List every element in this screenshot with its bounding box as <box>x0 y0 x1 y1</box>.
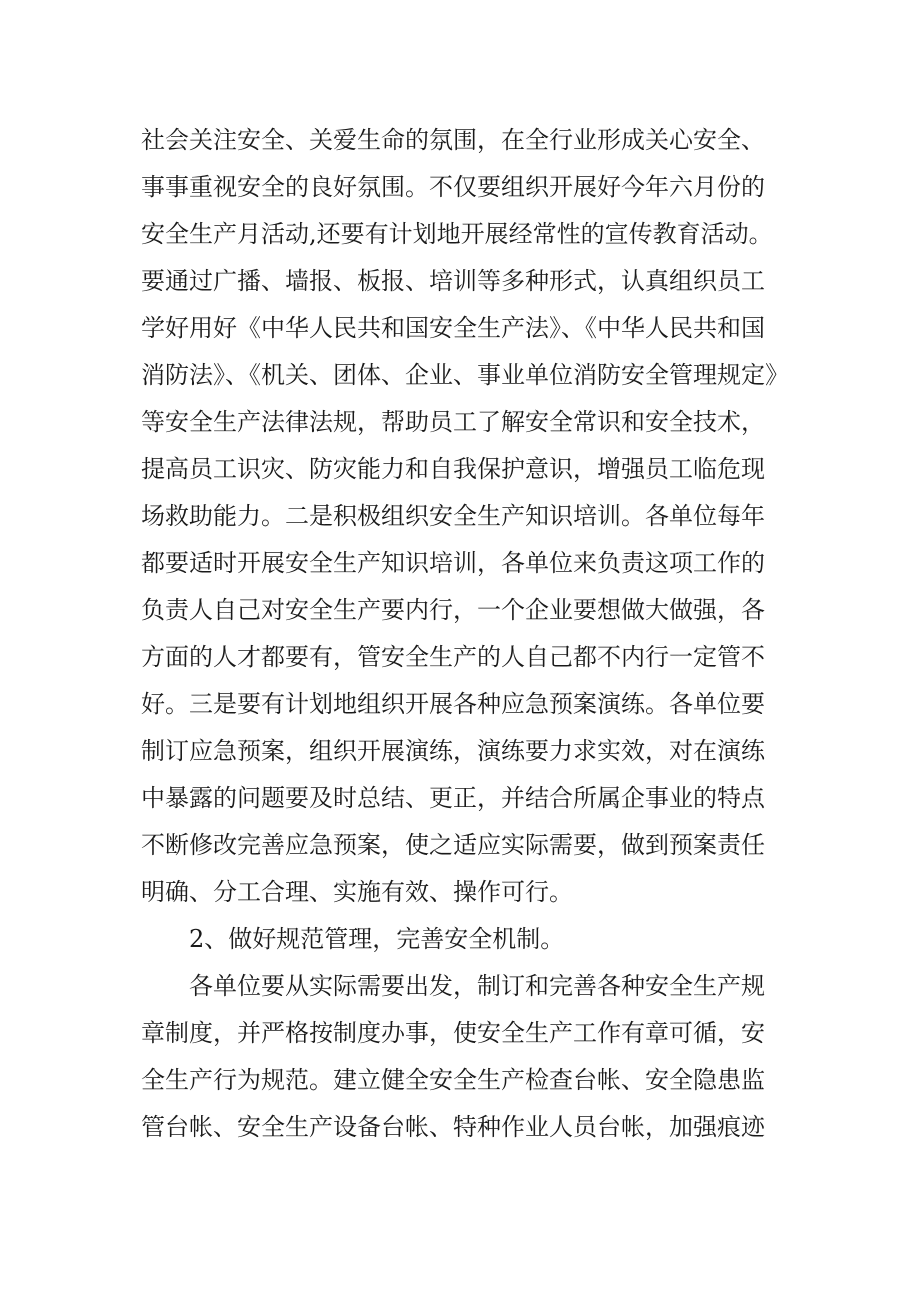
text-line: 制订应急预案，组织开展演练，演练要力求实效，对在演练 <box>141 737 765 765</box>
text-line: 全生产行为规范。建立健全安全生产检查台帐、安全隐患监 <box>141 1066 765 1094</box>
section-heading: 2、做好规范管理，完善安全机制。 <box>189 925 565 953</box>
text-line: 社会关注安全、关爱生命的氛围，在全行业形成关心安全、 <box>141 126 765 154</box>
text-line: 要通过广播、墙报、板报、培训等多种形式，认真组织员工 <box>141 267 765 295</box>
text-line: 场救助能力。二是积极组织安全生产知识培训。各单位每年 <box>141 502 765 530</box>
text-line: 事事重视安全的良好氛围。不仅要组织开展好今年六月份的 <box>141 173 765 201</box>
text-line: 不断修改完善应急预案，使之适应实际需要，做到预案责任 <box>141 831 765 859</box>
text-line: 学好用好《中华人民共和国安全生产法》、《中华人民共和国 <box>141 314 765 342</box>
text-line: 负责人自己对安全生产要内行，一个企业要想做大做强，各 <box>141 596 765 624</box>
text-line: 各单位要从实际需要出发，制订和完善各种安全生产规 <box>189 972 765 1000</box>
text-line: 安全生产月活动,还要有计划地开展经常性的宣传教育活动。 <box>141 220 773 248</box>
text-line: 中暴露的问题要及时总结、更正，并结合所属企事业的特点 <box>141 784 765 812</box>
text-line: 方面的人才都要有，管安全生产的人自己都不内行一定管不 <box>141 643 765 671</box>
body-text <box>141 117 821 1151</box>
text-line: 等安全生产法律法规，帮助员工了解安全常识和安全技术， <box>141 408 765 436</box>
text-line: 好。三是要有计划地组织开展各种应急预案演练。各单位要 <box>141 690 765 718</box>
text-line: 章制度，并严格按制度办事，使安全生产工作有章可循，安 <box>141 1019 765 1047</box>
text-line: 管台帐、安全生产设备台帐、特种作业人员台帐，加强痕迹 <box>141 1113 765 1141</box>
text-line: 明确、分工合理、实施有效、操作可行。 <box>141 878 573 906</box>
text-line: 都要适时开展安全生产知识培训，各单位来负责这项工作的 <box>141 549 765 577</box>
text-line: 消防法》、《机关、团体、企业、事业单位消防安全管理规定》 <box>141 361 789 389</box>
text-line: 提高员工识灾、防灾能力和自我保护意识，增强员工临危现 <box>141 455 765 483</box>
